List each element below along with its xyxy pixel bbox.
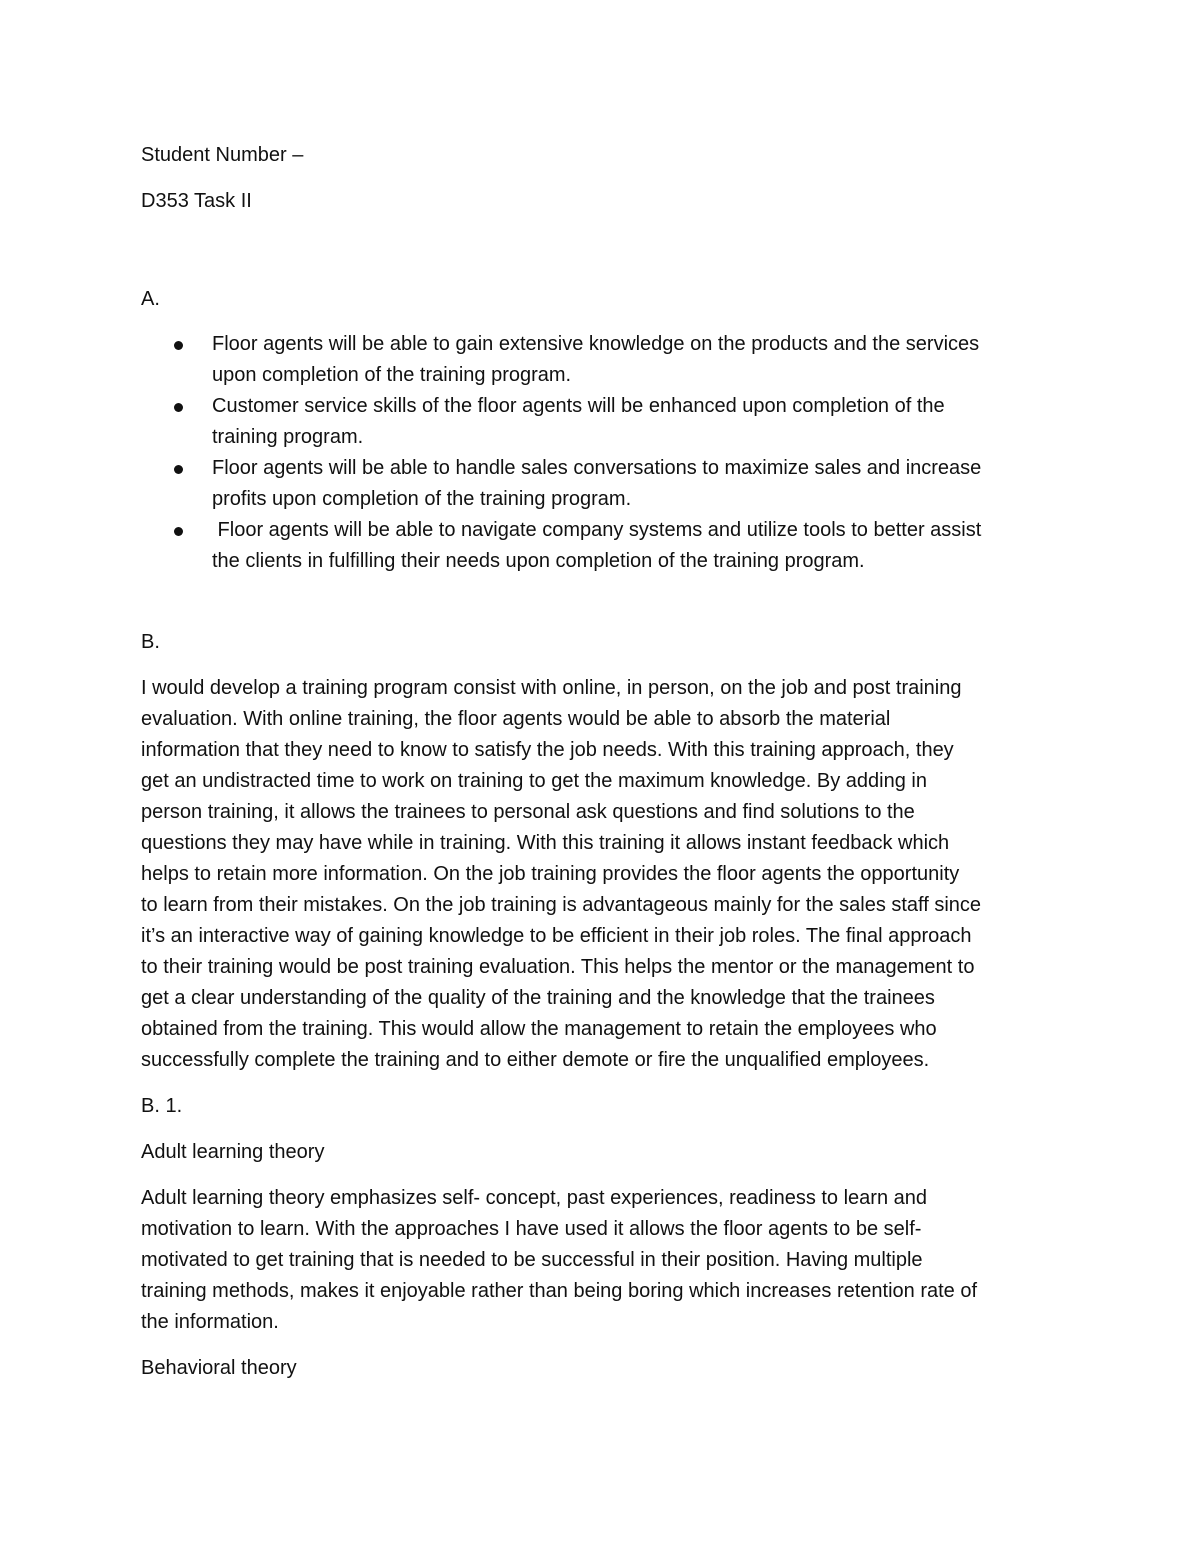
paragraph-line: successfully complete the training and to either demote or fire the unqualified employees. <box>141 1049 930 1071</box>
objectives-list <box>141 329 1061 577</box>
paragraph-line: motivated to get training that is needed to be successful in their position. Having multiple <box>141 1249 923 1271</box>
spacer <box>141 1076 1061 1091</box>
paragraph-line: person training, it allows the trainees to personal ask questions and find solutions to the <box>141 801 915 823</box>
adult-learning-title: Adult learning theory <box>141 1141 325 1163</box>
list-item-line: Floor agents will be able to gain extensive knowledge on the products and the services <box>212 333 980 355</box>
paragraph-line: questions they may have while in training. With this training it allows instant feedback which <box>141 832 950 854</box>
list-item-line: Floor agents will be able to navigate company systems and utilize tools to better assist <box>212 519 982 541</box>
paragraph-line: training methods, makes it enjoyable rather than being boring which increases retention rate of <box>141 1280 978 1302</box>
list-item <box>141 453 1061 515</box>
spacer <box>141 217 1061 284</box>
section-b1-heading: B. 1. <box>141 1095 183 1117</box>
paragraph-line: it’s an interactive way of gaining knowledge to be efficient in their job roles. The final approach <box>141 925 972 947</box>
section-a-heading: A. <box>141 288 160 310</box>
paragraph-line: to learn from their mistakes. On the job training is advantageous mainly for the sales staff since <box>141 894 982 916</box>
paragraph-line: get an undistracted time to work on training to get the maximum knowledge. By adding in <box>141 770 927 792</box>
behavioral-theory-title: Behavioral theory <box>141 1357 297 1379</box>
paragraph-line: helps to retain more information. On the job training provides the floor agents the opportunity <box>141 863 960 885</box>
bullet-icon <box>174 403 183 412</box>
document-page <box>141 140 1061 1384</box>
list-item-line: training program. <box>212 426 364 448</box>
paragraph-line: information that they need to know to satisfy the job needs. With this training approach, they <box>141 739 954 761</box>
bullet-icon <box>174 527 183 536</box>
section-b-heading: B. <box>141 631 160 653</box>
list-item-line: Floor agents will be able to handle sales conversations to maximize sales and increase <box>212 457 982 479</box>
paragraph-line: motivation to learn. With the approaches I have used it allows the floor agents to be self- <box>141 1218 922 1240</box>
section-b-paragraph <box>141 673 1061 1076</box>
list-item-line: the clients in fulfilling their needs upon completion of the training program. <box>212 550 865 572</box>
paragraph-line: get a clear understanding of the quality of the training and the knowledge that the trainees <box>141 987 935 1009</box>
paragraph-line: I would develop a training program consist with online, in person, on the job and post training <box>141 677 962 699</box>
student-number-label: Student Number – <box>141 144 304 166</box>
adult-learning-paragraph <box>141 1183 1061 1338</box>
paragraph-line: Adult learning theory emphasizes self- concept, past experiences, readiness to learn and <box>141 1187 928 1209</box>
bullet-icon <box>174 341 183 350</box>
spacer <box>141 577 1061 627</box>
list-item <box>141 515 1061 577</box>
bullet-icon <box>174 465 183 474</box>
list-item <box>141 391 1061 453</box>
list-item-line: profits upon completion of the training program. <box>212 488 632 510</box>
task-title: D353 Task II <box>141 190 252 212</box>
paragraph-line: evaluation. With online training, the floor agents would be able to absorb the material <box>141 708 891 730</box>
list-item <box>141 329 1061 391</box>
spacer <box>141 1338 1061 1353</box>
list-item-line: Customer service skills of the floor agents will be enhanced upon completion of the <box>212 395 945 417</box>
paragraph-line: the information. <box>141 1311 279 1333</box>
list-item-line: upon completion of the training program. <box>212 364 572 386</box>
paragraph-line: to their training would be post training evaluation. This helps the mentor or the management to <box>141 956 975 978</box>
paragraph-line: obtained from the training. This would allow the management to retain the employees who <box>141 1018 937 1040</box>
